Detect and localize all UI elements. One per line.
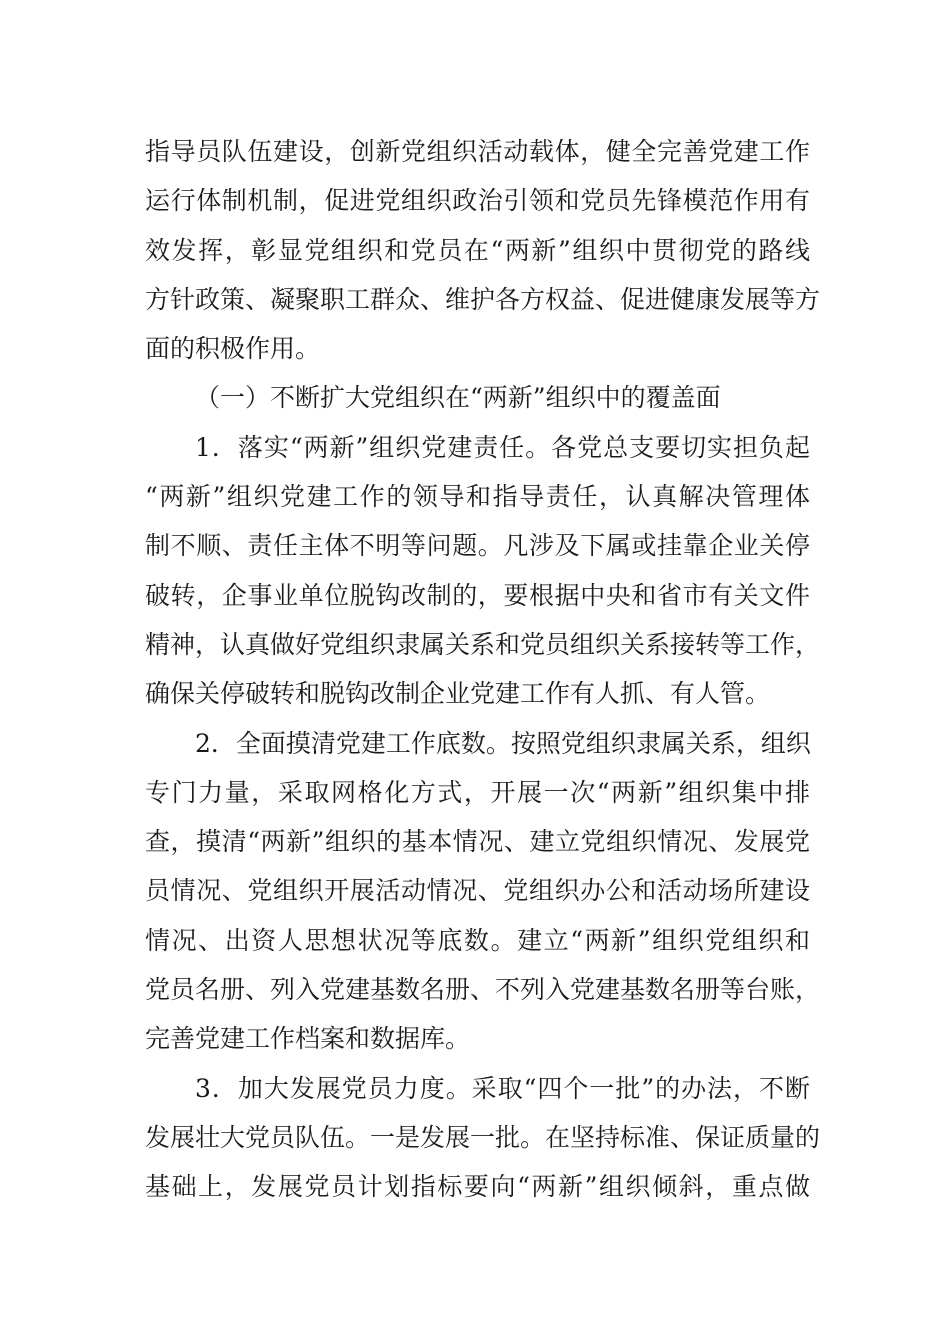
body-text — [145, 127, 821, 1212]
paragraph-line: 发展壮大党员队伍。一是发展一批。在坚持标准、保证质量的 — [145, 1122, 821, 1152]
paragraph-line: 3．加大发展党员力度。采取“四个一批”的办法，不断 — [195, 1073, 810, 1103]
paragraph-line: 基础上，发展党员计划指标要向“两新”组织倾斜，重点做 — [145, 1172, 810, 1202]
paragraph-line: 效发挥，彰显党组织和党员在“两新”组织中贯彻党的路线 — [145, 235, 810, 265]
paragraph-line: 1．落实“两新”组织党建责任。各党总支要切实担负起 — [195, 432, 810, 462]
paragraph-line: 确保关停破转和脱钩改制企业党建工作有人抓、有人管。 — [145, 679, 771, 709]
paragraph-line: 指导员队伍建设，创新党组织活动载体，健全完善党建工作 — [145, 137, 810, 166]
paragraph-line: 2．全面摸清党建工作底数。按照党组织隶属关系，组织 — [195, 728, 811, 758]
paragraph-line: 面的积极作用。 — [145, 334, 321, 364]
paragraph-line: 破转，企事业单位脱钩改制的，要根据中央和省市有关文件 — [145, 580, 810, 610]
paragraph-line: 精神，认真做好党组织隶属关系和党员组织关系接转等工作， — [145, 629, 821, 659]
paragraph-line: 查，摸清“两新”组织的基本情况、建立党组织情况、发展党 — [145, 827, 810, 857]
paragraph-line: 完善党建工作档案和数据库。 — [145, 1024, 471, 1054]
paragraph-line: “两新”组织党建工作的领导和指导责任，认真解决管理体 — [145, 482, 810, 512]
paragraph-line: 方针政策、凝聚职工群众、维护各方权益、促进健康发展等方 — [145, 284, 821, 314]
paragraph-line: 党员名册、列入党建基数名册、不列入党建基数名册等台账， — [145, 975, 821, 1005]
paragraph-line: 制不顺、责任主体不明等问题。凡涉及下属或挂靠企业关停 — [145, 531, 810, 561]
paragraph-line: 运行体制机制，促进党组织政治引领和党员先锋模范作用有 — [145, 186, 810, 216]
paragraph-line: 员情况、党组织开展活动情况、党组织办公和活动场所建设 — [145, 876, 810, 906]
paragraph-line: 专门力量，采取网格化方式，开展一次“两新”组织集中排 — [145, 777, 810, 807]
paragraph-line: 情况、出资人思想状况等底数。建立“两新”组织党组织和 — [145, 925, 810, 955]
section-heading: （一）不断扩大党组织在“两新”组织中的覆盖面 — [195, 383, 721, 413]
